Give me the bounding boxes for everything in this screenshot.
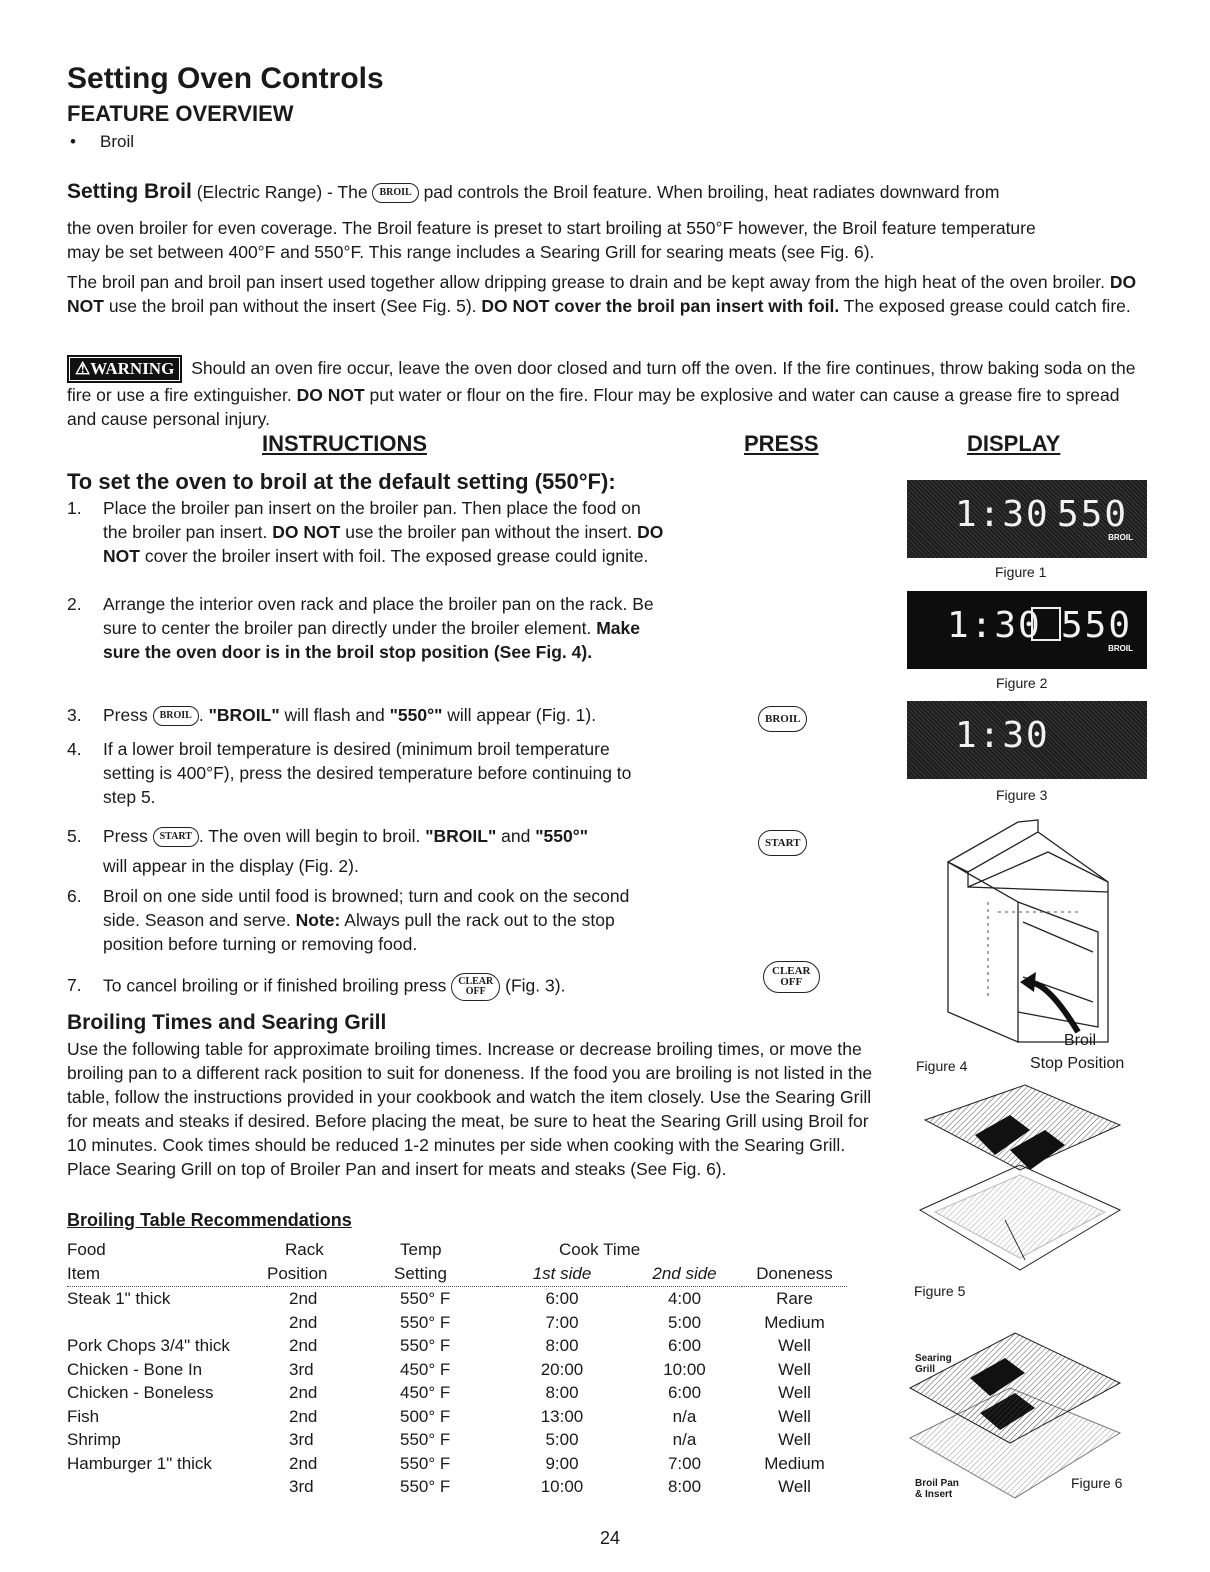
table-cell-s2: 6:00 (667, 1383, 702, 1402)
step-1 (67, 496, 667, 568)
table-cell-s2: 6:00 (667, 1336, 702, 1355)
s5-and: and (501, 826, 531, 846)
table-cell-rack: 2nd (289, 1453, 318, 1473)
intro-pre: (Electric Range) - The (196, 182, 368, 202)
start-button[interactable]: START (758, 830, 807, 856)
table-cell-s2: n/a (672, 1430, 697, 1449)
table-cell-s1: 5:00 (545, 1430, 579, 1449)
table-row (67, 1334, 847, 1358)
pad-bottom: OFF (465, 986, 486, 997)
s6-c: Always pull the rack out to the stop position before turning or removing food. (103, 910, 615, 954)
broiling-times-text: Use the following table for approximate broiling times. Increase or decrease broiling times, or move the broiling pan to a different rack position to suit for doneness. If the food you are broiling is not listed in the table, follow the instructions provided in your cookbook and watch the item closely. Use the Searing Grill for meats and steaks if desired. Before placing the meat, be sure to heat the Searing Grill using Broil for 10 minutes. Cook times should be reduced 1-2 minutes per side when cooking with the Searing Grill. Place Searing Grill on top of Broiler Pan and insert for meats and steaks (See Fig. 6). (67, 1039, 873, 1179)
s5-q2: "550°" (535, 826, 589, 846)
s2-a: Arrange the interior oven rack and place the broiler pan on the rack. Be sure to center the broiler pan directly under the broiler element. (103, 594, 654, 638)
page-title: Setting Oven Controls (67, 62, 384, 95)
table-cell-food: Chicken - Boneless (67, 1383, 214, 1402)
table-cell-temp: 550° F (400, 1430, 451, 1449)
clear-off-pad-icon (451, 973, 500, 1001)
door-lock-icon (1031, 607, 1061, 641)
table-cell-rack: 3rd (289, 1359, 314, 1379)
table-cell-food (67, 1475, 267, 1499)
broil-stop-label-1: Broil (1064, 1032, 1097, 1049)
step-number: 5. (67, 826, 82, 846)
step-3 (67, 703, 667, 727)
table-row (67, 1358, 847, 1382)
table-cell-rack: 3rd (289, 1430, 314, 1449)
s7-b: (Fig. 3). (505, 975, 566, 996)
table-cell-food: Pork Chops 3/4" thick (67, 1336, 230, 1355)
display-figure-1 (907, 480, 1147, 558)
broil-pad-icon: BROIL (372, 183, 418, 203)
setting-broil-heading: Setting Broil (67, 180, 192, 203)
table-cell-food: Shrimp (67, 1430, 121, 1449)
broil-pan-label (915, 1478, 959, 1500)
step-number: 1. (67, 498, 82, 518)
table-cell-food (67, 1311, 267, 1335)
p2-e: The exposed grease could catch fire. (843, 296, 1131, 316)
page-number: 24 (600, 1528, 621, 1548)
broil-stop-label-2: Stop Position (1030, 1055, 1125, 1072)
step-text: If a lower broil temperature is desired (minimum broil temperature setting is 400°F), press the desired temperature before continuing to step 5. (103, 739, 632, 807)
figure-4-caption: Figure 4 (916, 1058, 968, 1074)
warning-text-a: Should an oven fire occur, leave the oven door closed and turn off the oven. If the fire continues, throw baking soda on the fire or use a fire extinguisher. (67, 358, 1136, 405)
th-cook-time: Cook Time (559, 1240, 641, 1259)
display-time: 1:30 (955, 715, 1050, 756)
step-2 (67, 592, 667, 664)
default-setting-heading: To set the oven to broil at the default setting (550°F): (67, 469, 616, 494)
pan-label-1: Broil Pan (915, 1478, 959, 1489)
table-cell-temp: 550° F (400, 1312, 451, 1332)
th-1st-side: 1st side (497, 1262, 627, 1287)
table-cell-done: Rare (776, 1289, 813, 1308)
searing-label-2: Grill (915, 1364, 936, 1375)
figure-2-caption: Figure 2 (996, 675, 1048, 691)
table-cell-food: Hamburger 1" thick (67, 1453, 212, 1473)
table-row (67, 1311, 847, 1335)
step-number: 6. (67, 886, 82, 906)
s7-a: To cancel broiling or if finished broiling press (103, 975, 447, 996)
searing-grill-label (915, 1353, 952, 1375)
setting-broil-intro (67, 180, 1147, 204)
table-cell-done: Well (778, 1383, 811, 1402)
step-number: 3. (67, 705, 82, 725)
table-body (67, 1287, 847, 1499)
table-cell-done: Well (778, 1406, 811, 1426)
th-temp: Temp (400, 1240, 442, 1259)
th-position: Position (267, 1262, 382, 1287)
table-cell-s1: 9:00 (545, 1453, 579, 1473)
instructions-heading: INSTRUCTIONS (262, 431, 427, 456)
broil-pan-paragraph (67, 270, 1147, 318)
step-text (103, 496, 667, 568)
table-cell-s2: 4:00 (667, 1289, 702, 1308)
th-doneness: Doneness (742, 1262, 847, 1287)
table-cell-done: Medium (764, 1312, 825, 1332)
warning-label: WARNING (90, 359, 175, 378)
step-text (103, 824, 667, 878)
step-text (103, 592, 667, 664)
warning-paragraph (67, 355, 1147, 431)
broil-pan-illustration (915, 1080, 1125, 1300)
step-number: 7. (67, 975, 82, 995)
step-text (103, 973, 667, 1001)
clear-label: CLEAR (772, 965, 811, 977)
table-cell-temp: 450° F (400, 1383, 451, 1402)
table-cell-temp: 500° F (400, 1406, 451, 1426)
start-pad-icon: START (153, 827, 199, 847)
s3-press: Press (103, 705, 148, 725)
s5-mid: . The oven will begin to broil. (198, 826, 421, 846)
table-cell-s1: 6:00 (545, 1289, 579, 1308)
table-cell-done: Well (778, 1336, 811, 1355)
table-cell-s1: 13:00 (540, 1406, 584, 1426)
warning-badge (67, 355, 182, 383)
press-heading: PRESS (744, 431, 819, 456)
s5-q1: "BROIL" (425, 826, 497, 846)
table-header-row-2 (67, 1262, 847, 1287)
s1-d: DO NOT (103, 522, 664, 566)
s3-q1: "BROIL" (208, 705, 280, 725)
step-6 (67, 884, 667, 956)
table-cell-s1: 8:00 (545, 1336, 579, 1355)
table-cell-s2: n/a (672, 1406, 697, 1426)
th-food: Food (67, 1240, 106, 1259)
table-cell-done: Well (778, 1477, 811, 1496)
p2-a: The broil pan and broil pan insert used together allow dripping grease to drain and be kept away from the high heat of the oven broiler. (67, 272, 1106, 292)
step-4 (67, 737, 667, 809)
feature-bullet (70, 132, 134, 152)
display-figure-3 (907, 701, 1147, 779)
searing-label-1: Searing (915, 1353, 952, 1364)
table-cell-s2: 8:00 (667, 1477, 702, 1496)
table-cell-temp: 550° F (400, 1477, 451, 1496)
table-cell-rack: 3rd (289, 1477, 314, 1496)
table-cell-s1: 7:00 (545, 1312, 579, 1332)
table-row (67, 1428, 847, 1452)
table-cell-temp: 550° F (400, 1289, 451, 1308)
table-cell-done: Well (778, 1359, 811, 1379)
table-cell-temp: 550° F (400, 1453, 451, 1473)
display-mode: BROIL (1108, 533, 1133, 542)
table-cell-temp: 550° F (400, 1336, 451, 1355)
s1-e: cover the broiler insert with foil. The exposed grease could ignite. (144, 546, 649, 566)
intro-post: pad controls the Broil feature. When broiling, heat radiates downward from (423, 182, 1000, 202)
p2-d: DO NOT cover the broil pan insert with foil. (481, 296, 840, 316)
bullet-text: Broil (100, 132, 135, 151)
table-row (67, 1452, 847, 1476)
table-cell-s1: 20:00 (540, 1359, 584, 1379)
table-cell-rack: 2nd (289, 1336, 318, 1355)
feature-overview-heading: FEATURE OVERVIEW (67, 101, 294, 126)
display-heading: DISPLAY (967, 431, 1061, 456)
figure-3-caption: Figure 3 (996, 787, 1048, 803)
s1-c: use the broiler pan without the insert. (345, 522, 633, 542)
figure-1-caption: Figure 1 (995, 564, 1047, 580)
s3-q2: "550°" (389, 705, 443, 725)
setting-broil-line2: the oven broiler for even coverage. The Broil feature is preset to start broiling at 550°F however, the Broil feature temperature may be set between 400°F and 550°F. This range includes a Searing Grill for searing meats (see Fig. 6). (67, 218, 1036, 262)
table-cell-rack: 2nd (289, 1312, 318, 1332)
pad-top: CLEAR (458, 976, 494, 987)
table-cell-temp: 450° F (400, 1359, 451, 1379)
table-cell-s2: 5:00 (667, 1312, 702, 1332)
s6-b: Note: (295, 910, 341, 930)
th-empty (742, 1238, 847, 1262)
s2-b: Make sure the oven door is in the broil stop position (See Fig. 4). (103, 618, 640, 662)
table-cell-done: Well (778, 1430, 811, 1449)
display-figure-2 (907, 591, 1147, 669)
table-cell-done: Medium (764, 1453, 825, 1473)
pan-label-2: & Insert (915, 1489, 953, 1500)
s6-a: Broil on one side until food is browned; turn and cook on the second side. Season and serve. (103, 886, 630, 930)
step-5 (67, 824, 667, 878)
step-7 (67, 973, 667, 1001)
broiling-table (67, 1238, 847, 1499)
table-row (67, 1475, 847, 1499)
table-cell-rack: 2nd (289, 1383, 318, 1402)
clear-off-button[interactable] (763, 961, 820, 993)
table-cell-rack: 2nd (289, 1289, 318, 1308)
display-temp: 550 (1061, 605, 1133, 646)
s1-a: Place the broiler pan insert on the broiler pan. Then place the food on the broiler pan insert. (103, 498, 641, 542)
broiling-times-heading: Broiling Times and Searing Grill (67, 1011, 387, 1034)
p2-c: use the broil pan without the insert (See Fig. 5). (108, 296, 477, 316)
bullet-dot: • (70, 132, 76, 151)
warning-text-c: put water or flour on the fire. Flour may be explosive and water can cause a grease fire to spread and cause personal injury. (67, 385, 1120, 429)
step-number: 4. (67, 739, 82, 759)
display-temp: 550 (1057, 494, 1129, 535)
table-cell-s1: 10:00 (540, 1477, 584, 1496)
table-row (67, 1405, 847, 1429)
s5-end: will appear in the display (Fig. 2). (103, 856, 359, 876)
table-row (67, 1287, 847, 1311)
broil-pad-icon: BROIL (153, 706, 199, 726)
table-cell-s2: 10:00 (663, 1359, 706, 1379)
th-rack: Rack (285, 1240, 324, 1259)
range-door-illustration (928, 812, 1128, 1048)
display-time: 1:30 (947, 605, 1042, 646)
table-cell-food: Fish (67, 1406, 100, 1426)
s5-press: Press (103, 826, 148, 846)
s1-b: DO NOT (272, 522, 341, 542)
step-text: Press BROIL . "BROIL" will flash and "550°" will appear (Fig. 1). (103, 705, 597, 725)
table-cell-rack: 2nd (289, 1406, 318, 1426)
th-item: Item (67, 1262, 267, 1287)
table-cell-food: Steak 1" thick (67, 1289, 171, 1308)
broiling-table-title: Broiling Table Recommendations (67, 1210, 352, 1230)
th-2nd-side: 2nd side (627, 1262, 742, 1287)
step-text (103, 884, 667, 956)
s3-mid: will flash and (284, 705, 385, 725)
p2-b: DO NOT (67, 272, 1137, 316)
display-time: 1:30 (955, 494, 1050, 535)
warning-triangle-icon: ⚠ (75, 359, 91, 378)
table-cell-s1: 8:00 (545, 1383, 579, 1402)
broil-button[interactable]: BROIL (758, 706, 807, 732)
table-cell-food: Chicken - Bone In (67, 1359, 203, 1379)
warning-text-b: DO NOT (296, 385, 365, 405)
table-cell-s2: 7:00 (667, 1453, 702, 1473)
figure-6-caption: Figure 6 (1071, 1475, 1123, 1491)
display-mode: BROIL (1108, 644, 1133, 653)
off-label: OFF (780, 976, 803, 988)
table-row (67, 1381, 847, 1405)
step-number: 2. (67, 594, 82, 614)
table-header-row (67, 1238, 847, 1262)
th-setting: Setting (382, 1262, 497, 1287)
figure-5-caption: Figure 5 (914, 1283, 966, 1299)
s3-end: will appear (Fig. 1). (447, 705, 597, 725)
